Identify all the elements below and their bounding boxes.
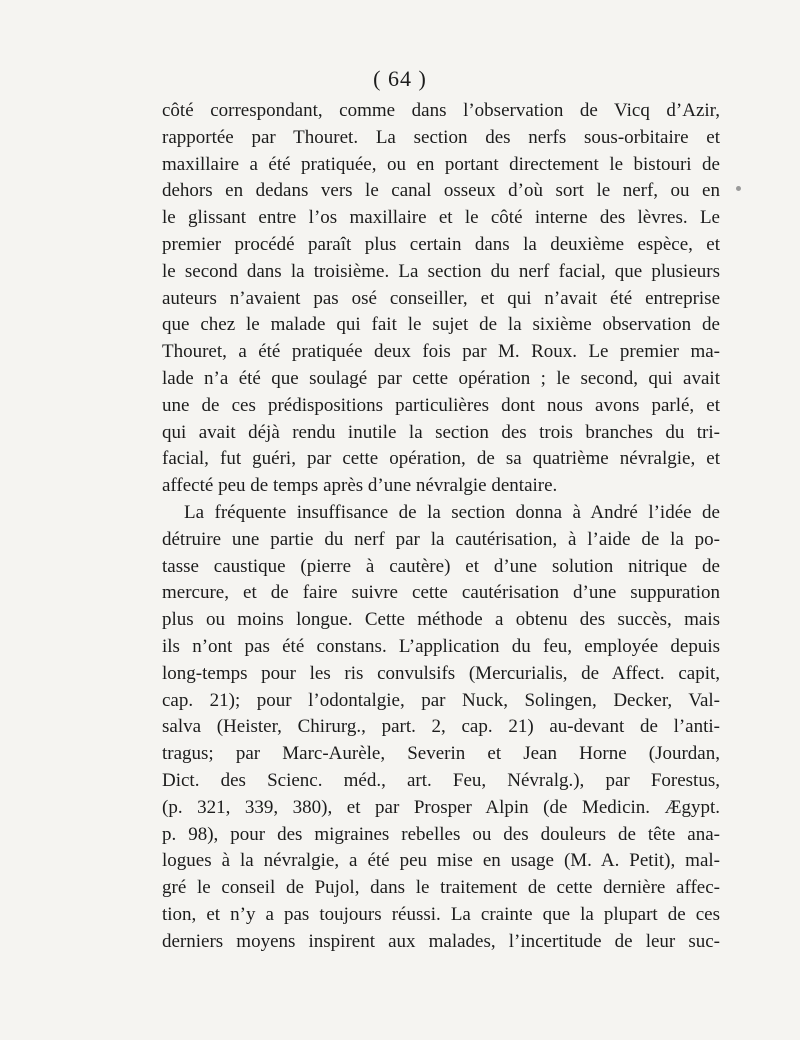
text-line: premier procédé paraît plus certain dans la deuxième espèce, et [162,233,720,255]
page-number: ( 64 ) [373,66,427,91]
text-line: tasse caustique (pierre à cautère) et d’une solution nitrique de [162,555,720,577]
text-line: rapportée par Thouret. La section des nerfs sous-orbitaire et [162,126,720,148]
text-line: lade n’a été que soulagé par cette opération ; le second, qui avait [162,367,720,389]
text-line: affecté peu de temps après d’une névralgie dentaire. [162,475,558,497]
text-line: facial, fut guéri, par cette opération, de sa quatrième névralgie, et [162,448,720,470]
text-line: (p. 321, 339, 380), et par Prosper Alpin (de Medicin. Ægypt. [162,796,720,818]
text-line: salva (Heister, Chirurg., part. 2, cap. 21) au-devant de l’anti- [162,716,720,738]
text-line: gré le conseil de Pujol, dans le traitement de cette dernière affec- [162,877,720,899]
text-line: auteurs n’avaient pas osé conseiller, et qui n’avait été entreprise [162,287,720,309]
text-line: mercure, et de faire suivre cette cautérisation d’une suppuration [162,582,720,604]
text-line: détruire une partie du nerf par la cautérisation, à l’aide de la po- [162,528,720,550]
text-line: cap. 21); pour l’odontalgie, par Nuck, Solingen, Decker, Val- [162,689,720,711]
text-line: Thouret, a été pratiquée deux fois par M. Roux. Le premier ma- [162,341,720,363]
paper-speck [736,186,741,191]
text-line: La fréquente insuffisance de la section donna à André l’idée de [184,501,720,523]
body-text [162,98,720,956]
text-line: logues à la névralgie, a été peu mise en usage (M. A. Petit), mal- [162,850,720,872]
text-line: plus ou moins longue. Cette méthode a obtenu des succès, mais [162,609,720,631]
text-line: long-temps pour les ris convulsifs (Mercurialis, de Affect. capit, [162,662,720,684]
text-line: qui avait déjà rendu inutile la section des trois branches du tri- [162,421,720,443]
text-line: ils n’ont pas été constans. L’application du feu, employée depuis [162,635,720,657]
text-line: que chez le malade qui fait le sujet de la sixième observation de [162,314,720,336]
text-line: côté correspondant, comme dans l’observation de Vicq d’Azir, [162,100,720,121]
text-line: Dict. des Scienc. méd., art. Feu, Névralg.), par Forestus, [162,769,720,791]
text-line: tion, et n’y a pas toujours réussi. La crainte que la plupart de ces [162,903,720,925]
text-line: une de ces prédispositions particulières dont nous avons parlé, et [162,394,720,416]
text-line: le glissant entre l’os maxillaire et le côté interne des lèvres. Le [162,207,720,229]
text-line: tragus; par Marc-Aurèle, Severin et Jean Horne (Jourdan, [162,743,720,765]
text-line: p. 98), pour des migraines rebelles ou des douleurs de tête ana- [162,823,720,845]
text-line: dehors en dedans vers le canal osseux d’où sort le nerf, ou en [162,180,720,202]
text-line: derniers moyens inspirent aux malades, l’incertitude de leur suc- [162,930,720,952]
text-line: maxillaire a été pratiquée, ou en portant directement le bistouri de [162,153,720,175]
text-line: le second dans la troisième. La section du nerf facial, que plusieurs [162,260,720,282]
